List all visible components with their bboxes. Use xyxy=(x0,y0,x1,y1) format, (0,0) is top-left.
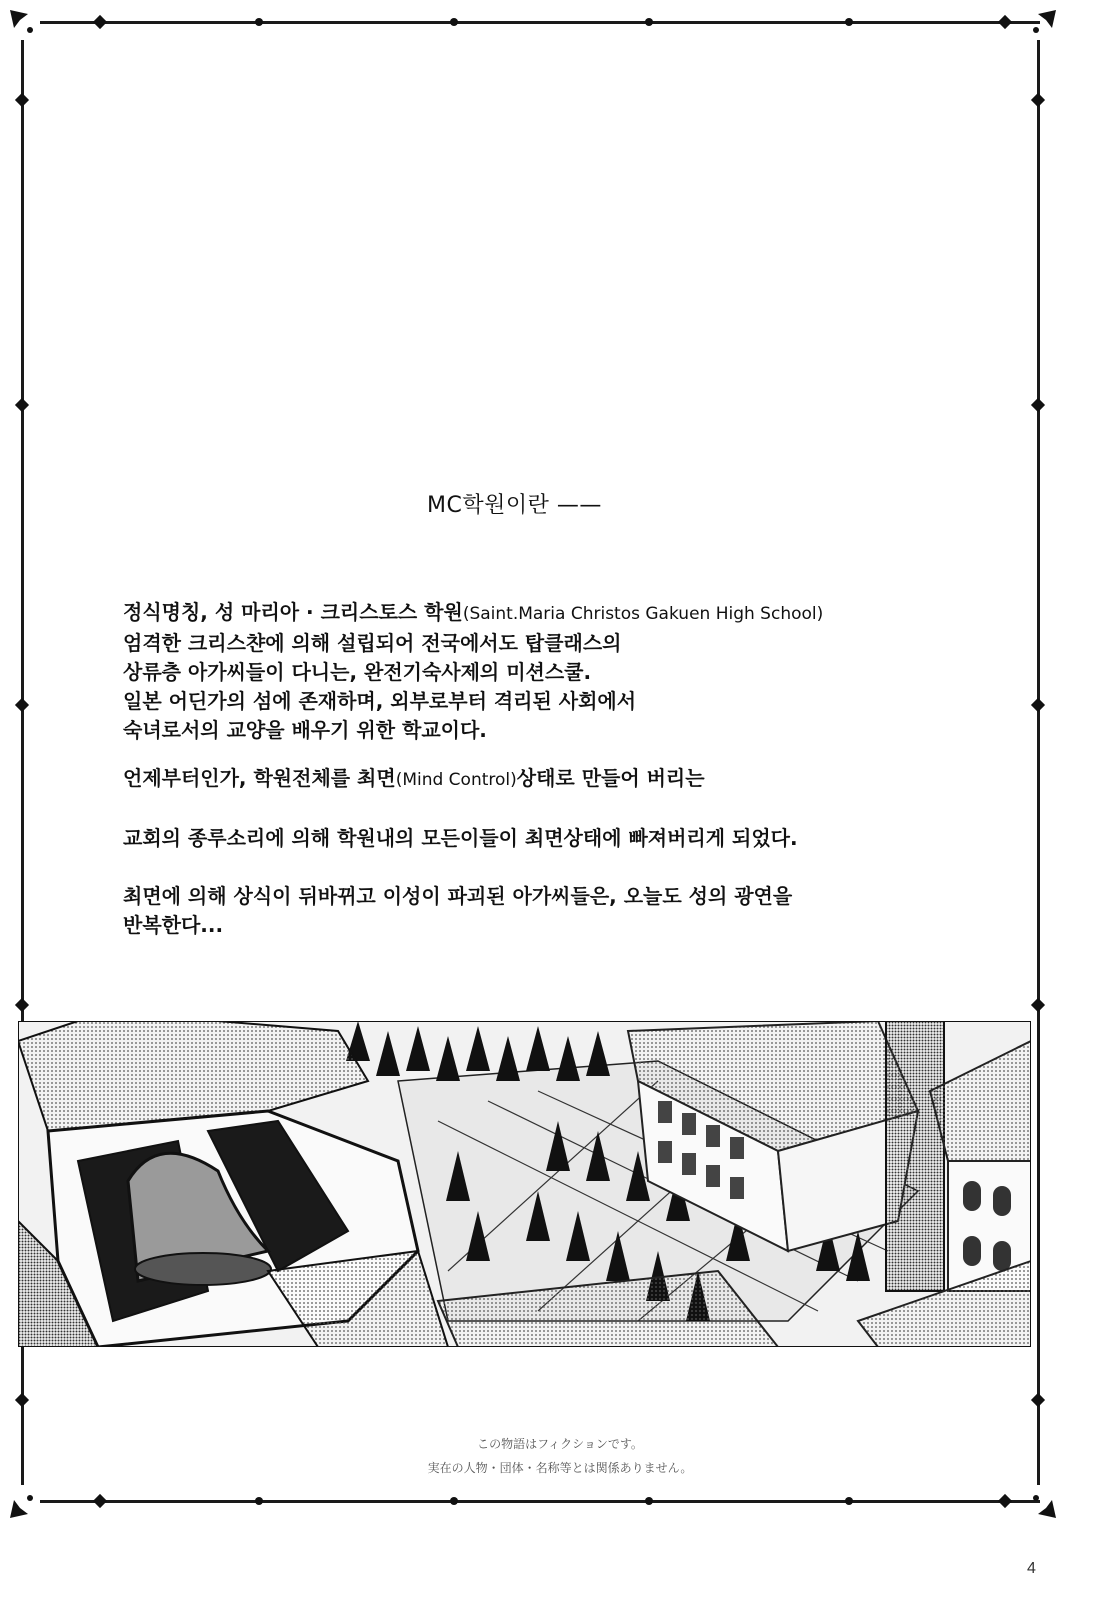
corner-ornament-top-left xyxy=(8,8,42,42)
frame-diamond xyxy=(1031,998,1045,1012)
frame-right-border xyxy=(1037,40,1040,1485)
closing-line: 최면에 의해 상식이 뒤바뀌고 이성이 파괴된 아가씨들은, 오늘도 성의 광연을 xyxy=(123,884,793,908)
frame-diamond xyxy=(15,398,29,412)
corner-ornament-bottom-left xyxy=(8,1486,42,1520)
disclaimer-line-1: この物語はフィクションです。 xyxy=(477,1437,643,1451)
mind-control-line: 언제부터인가, 학원전체를 최면(Mind Control)상태로 만들어 버리는 xyxy=(123,766,705,790)
intro-line: 숙녀로서의 교양을 배우기 위한 학교이다. xyxy=(123,718,487,742)
frame-diamond xyxy=(15,93,29,107)
frame-dot xyxy=(845,18,853,26)
campus-illustration xyxy=(18,1021,1031,1347)
intro-line: 정식명칭, 성 마리아 · 크리스토스 학원(Saint.Maria Christos Gakuen High School) xyxy=(123,600,824,624)
frame-dot xyxy=(450,1497,458,1505)
intro-line: 엄격한 크리스챤에 의해 설립되어 전국에서도 탑클래스의 xyxy=(123,631,622,655)
frame-diamond xyxy=(1031,93,1045,107)
frame-dot xyxy=(255,18,263,26)
intro-line: 상류층 아가씨들이 다니는, 완전기숙사제의 미션스쿨. xyxy=(123,660,592,684)
frame-dot xyxy=(645,1497,653,1505)
frame-diamond xyxy=(1031,398,1045,412)
frame-dot xyxy=(255,1497,263,1505)
page-number: 4 xyxy=(1027,1560,1036,1577)
corner-ornament-bottom-right xyxy=(1024,1486,1058,1520)
frame-diamond xyxy=(1031,1393,1045,1407)
frame-diamond xyxy=(93,15,107,29)
frame-dot xyxy=(645,18,653,26)
frame-diamond xyxy=(998,15,1012,29)
frame-diamond xyxy=(1031,698,1045,712)
disclaimer-line-2: 実在の人物・団体・名称等とは関係ありません。 xyxy=(427,1461,693,1475)
corner-ornament-top-right xyxy=(1024,8,1058,42)
intro-text xyxy=(123,598,983,940)
frame-top-border xyxy=(40,21,1040,24)
bell-line: 교회의 종루소리에 의해 학원내의 모든이들이 최면상태에 빠져버리게 되었다. xyxy=(123,826,798,850)
intro-line: 일본 어딘가의 섬에 존재하며, 외부로부터 격리된 사회에서 xyxy=(123,689,637,713)
page-title: MC학원이란 —— xyxy=(427,493,602,518)
frame-dot xyxy=(845,1497,853,1505)
frame-diamond xyxy=(998,1494,1012,1508)
frame-diamond xyxy=(15,998,29,1012)
closing-line: 반복한다... xyxy=(123,913,224,937)
frame-diamond xyxy=(93,1494,107,1508)
frame-diamond xyxy=(15,698,29,712)
frame-diamond xyxy=(15,1393,29,1407)
frame-dot xyxy=(450,18,458,26)
frame-bottom-border xyxy=(40,1500,1040,1503)
